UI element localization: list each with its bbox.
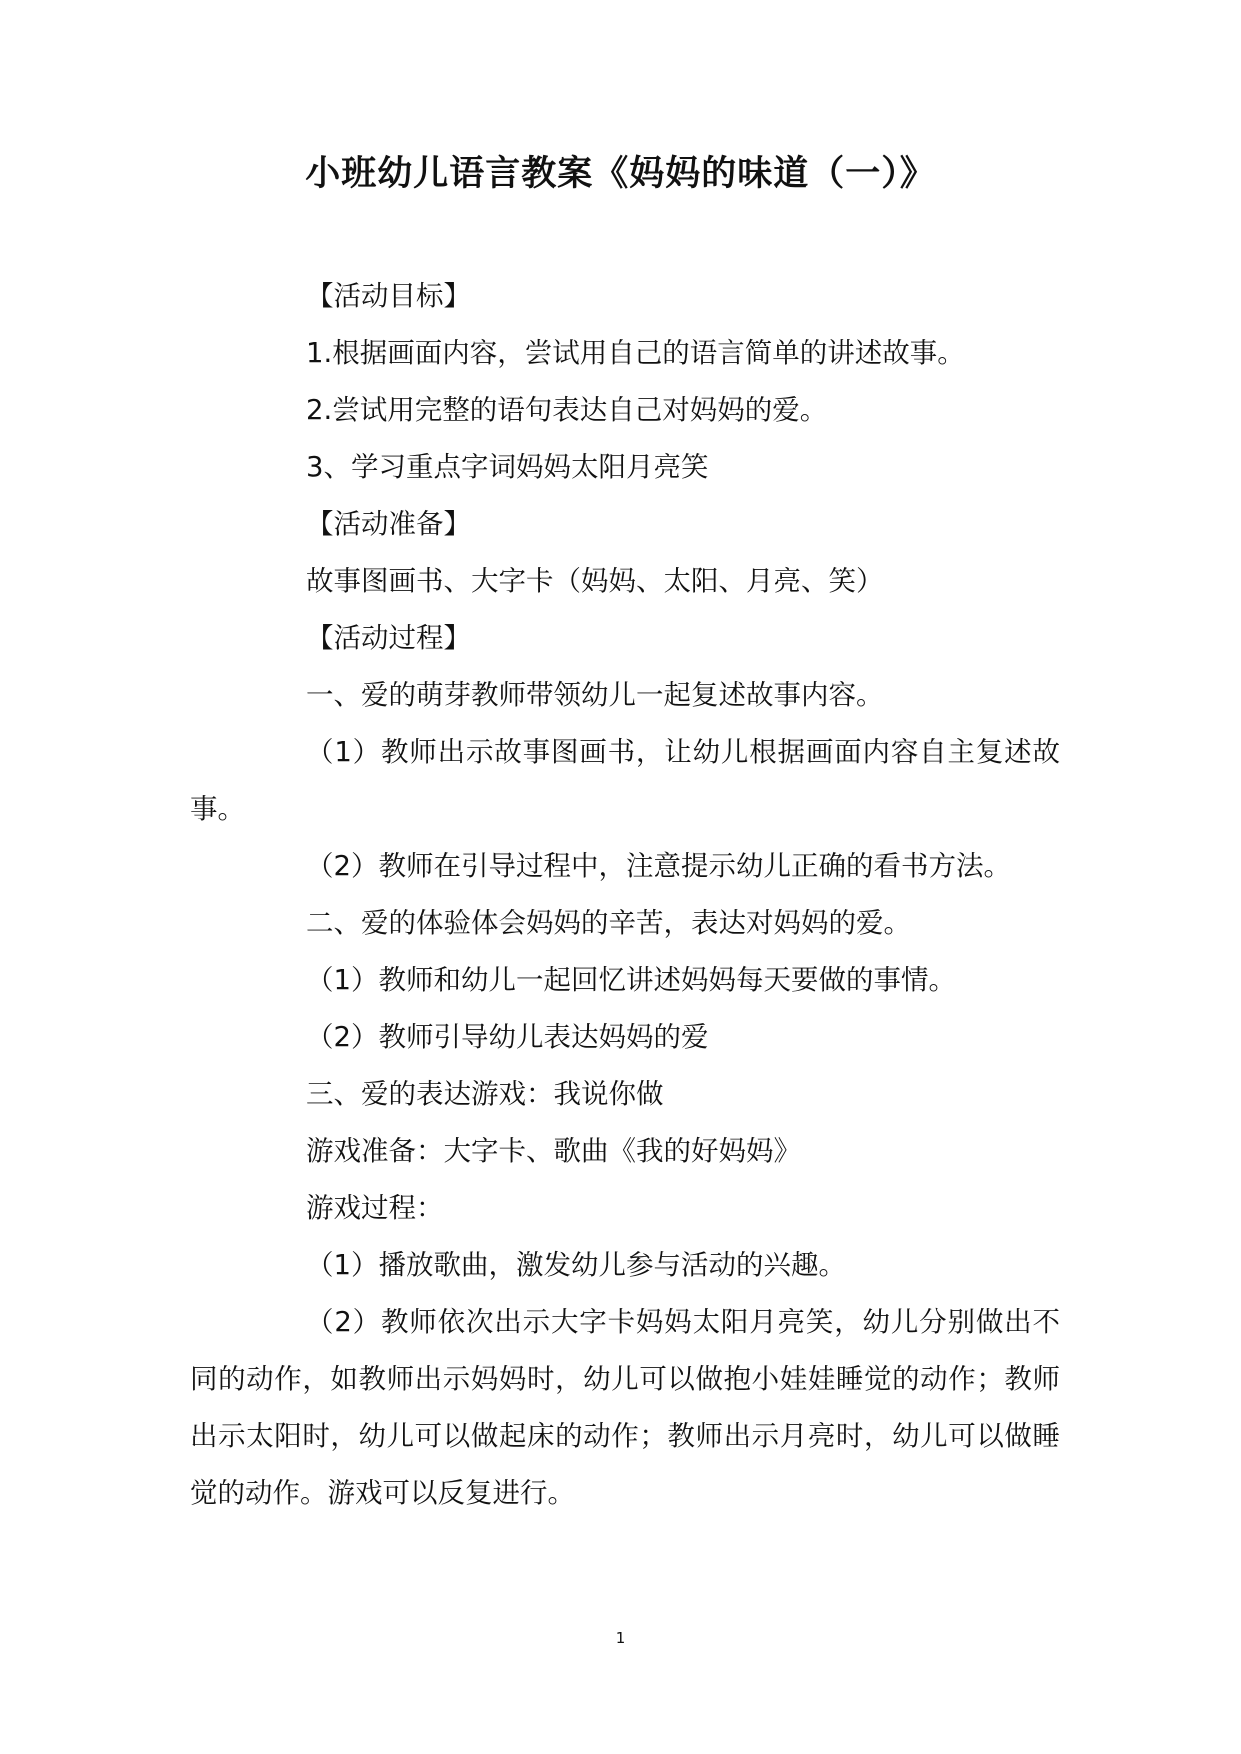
goal-item-2: 2.尝试用完整的语句表达自己对妈妈的爱。 — [306, 394, 828, 426]
process-step-2-sub-1: （1）教师和幼儿一起回忆讲述妈妈每天要做的事情。 — [306, 964, 956, 996]
game-preparation: 游戏准备：大字卡、歌曲《我的好妈妈》 — [306, 1135, 801, 1167]
goal-item-1: 1.根据画面内容，尝试用自己的语言简单的讲述故事。 — [306, 337, 965, 369]
game-process-heading: 游戏过程： — [306, 1192, 444, 1224]
page-number: 1 — [615, 1629, 626, 1647]
section-heading-goals: 【活动目标】 — [306, 280, 471, 312]
process-step-2: 二、爱的体验体会妈妈的辛苦，表达对妈妈的爱。 — [306, 907, 911, 939]
process-step-1: 一、爱的萌芽教师带领幼儿一起复述故事内容。 — [306, 679, 884, 711]
preparation-text: 故事图画书、大字卡（妈妈、太阳、月亮、笑） — [306, 565, 884, 597]
section-heading-process: 【活动过程】 — [306, 622, 471, 654]
game-process-sub-1: （1）播放歌曲，激发幼儿参与活动的兴趣。 — [306, 1249, 846, 1281]
goal-item-3: 3、学习重点字词妈妈太阳月亮笑 — [306, 451, 709, 483]
document-title: 小班幼儿语言教案《妈妈的味道（一）》 — [305, 153, 936, 194]
process-step-2-sub-2: （2）教师引导幼儿表达妈妈的爱 — [306, 1021, 709, 1053]
section-heading-preparation: 【活动准备】 — [306, 508, 471, 540]
process-step-3: 三、爱的表达游戏：我说你做 — [306, 1078, 664, 1110]
process-step-1-sub-2: （2）教师在引导过程中，注意提示幼儿正确的看书方法。 — [306, 850, 1011, 882]
game-process-sub-2: （2）教师依次出示大字卡妈妈太阳月亮笑，幼儿分别做出不同的动作，如教师出示妈妈时，幼儿可以做抱小娃娃睡觉的动作；教师出示太阳时，幼儿可以做起床的动作；教师出示月亮时，幼儿可以做睡觉的动作。游戏可以反复进行。 — [190, 1306, 1060, 1509]
document-body — [190, 268, 1060, 1522]
process-step-1-sub-1: （1）教师出示故事图画书，让幼儿根据画面内容自主复述故事。 — [190, 736, 1060, 825]
